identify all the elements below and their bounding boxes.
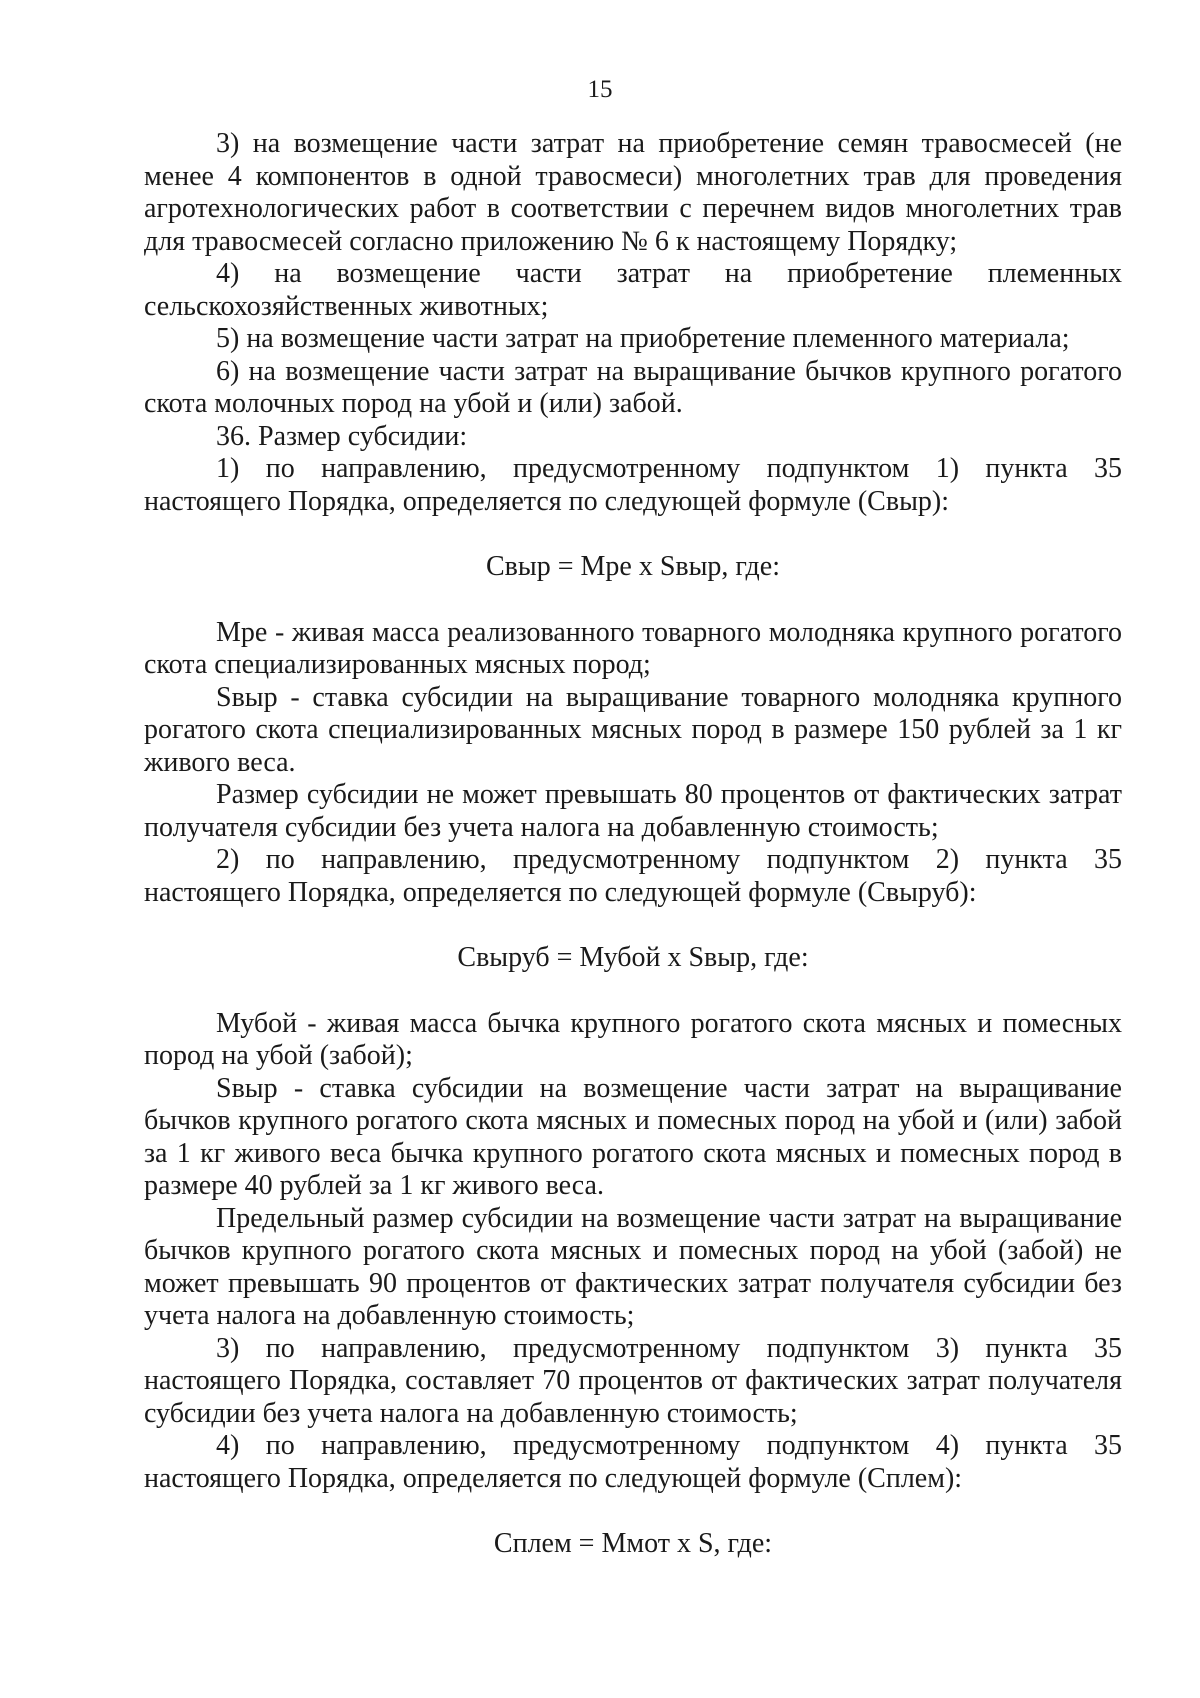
formula-svyr: Свыр = Мре x Sвыр, где: <box>486 551 780 582</box>
formula-svyrub: Свыруб = Мубой x Sвыр, где: <box>457 942 809 973</box>
section-heading-36: 36. Размер субсидии: <box>216 420 468 452</box>
page-number: 15 <box>587 76 613 103</box>
paragraph-item-4-breeding-animals: 4) на возмещение части затрат на приобретение племенных сельскохозяйственных животных; <box>144 258 1122 322</box>
paragraph-item-3-seeds: 3) на возмещение части затрат на приобретение семян травосмесей (не менее 4 компонентов в одной травосмеси) многолетних трав для проведения агротехнологических работ в соответствии с перечнем видов многолетних трав для травосмесей согласно приложению № 6 к настоящему Порядку; <box>144 128 1122 257</box>
document-body <box>144 128 1122 1561</box>
definition-muboi: Мубой - живая масса бычка крупного рогатого скота мясных и помесных пород на убой (забой); <box>144 1007 1122 1071</box>
paragraph-limit-90: Предельный размер субсидии на возмещение части затрат на выращивание бычков крупного рогатого скота мясных и помесных пород на убой (забой) не может превышать 90 процентов от фактических затрат получателя субсидии без учета налога на добавленную стоимость; <box>144 1202 1122 1331</box>
paragraph-direction-1: 1) по направлению, предусмотренному подпунктом 1) пункта 35 настоящего Порядка, определяется по следующей формуле (Свыр): <box>144 453 1122 517</box>
paragraph-direction-4: 4) по направлению, предусмотренному подпунктом 4) пункта 35 настоящего Порядка, определяется по следующей формуле (Сплем): <box>144 1430 1122 1494</box>
paragraph-direction-3: 3) по направлению, предусмотренному подпунктом 3) пункта 35 настоящего Порядка, составляет 70 процентов от фактических затрат получателя субсидии без учета налога на добавленную стоимость; <box>144 1332 1122 1429</box>
paragraph-item-6-bull-calves: 6) на возмещение части затрат на выращивание бычков крупного рогатого скота молочных пород на убой и (или) забой. <box>144 355 1122 419</box>
definition-mre: Мре - живая масса реализованного товарного молодняка крупного рогатого скота специализированных мясных пород; <box>144 616 1122 680</box>
paragraph-direction-2: 2) по направлению, предусмотренному подпунктом 2) пункта 35 настоящего Порядка, определяется по следующей формуле (Свыруб): <box>144 844 1122 908</box>
formula-splem: Сплем = Ммот x S, где: <box>493 1528 773 1559</box>
paragraph-item-5-breeding-material: 5) на возмещение части затрат на приобретение племенного материала; <box>216 323 1070 354</box>
paragraph-limit-80: Размер субсидии не может превышать 80 процентов от фактических затрат получателя субсидии без учета налога на добавленную стоимость; <box>144 779 1122 843</box>
definition-svyr-rate-2: Sвыр - ставка субсидии на возмещение части затрат на выращивание бычков крупного рогатого скота мясных и помесных пород на убой и (или) забой за 1 кг живого веса бычка крупного рогатого скота мясных и помесных пород в размере 40 рублей за 1 кг живого веса. <box>144 1072 1122 1201</box>
definition-svyr-rate: Sвыр - ставка субсидии на выращивание товарного молодняка крупного рогатого скота специализированных мясных пород в размере 150 рублей за 1 кг живого веса. <box>144 681 1122 778</box>
